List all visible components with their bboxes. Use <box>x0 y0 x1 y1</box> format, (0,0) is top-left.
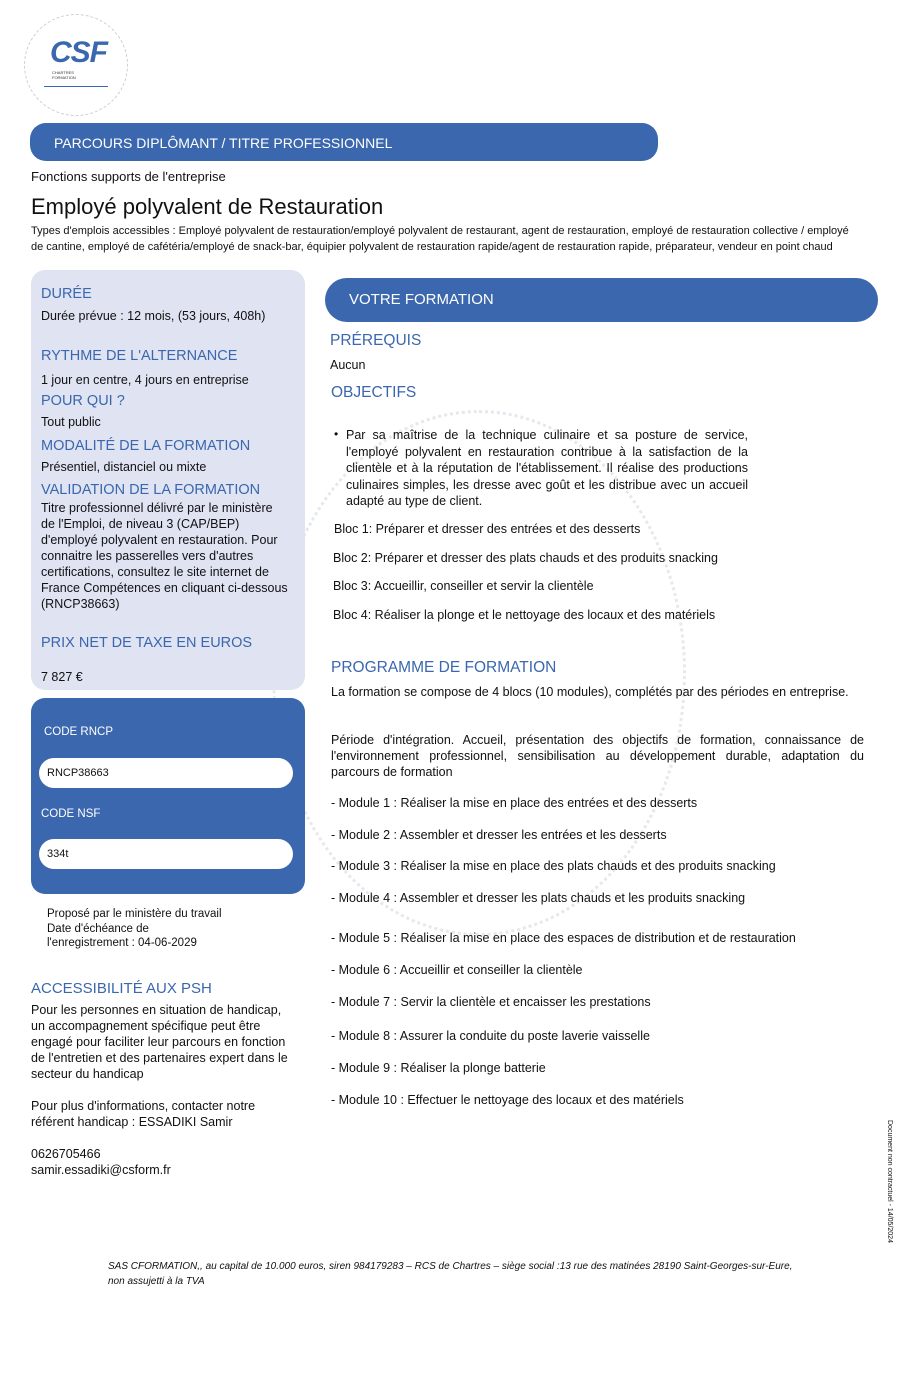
module-item: - Module 1 : Réaliser la mise en place des entrées et des desserts <box>331 796 698 810</box>
prix-text: 7 827 € <box>41 670 83 684</box>
objectif-text: Par sa maîtrise de la technique culinaire et sa posture de service, l'employé polyvalent en restauration contribue à la satisfaction de la clientèle et à la réputation de l'établissement. Il réalise des productions culinaires simples, les dresse avec goût et les distribue avec un accueil adapté au type de client. <box>346 428 748 508</box>
logo-underline <box>44 86 108 87</box>
category-banner <box>30 123 658 161</box>
info-panel <box>31 270 305 690</box>
bullet-icon: • <box>334 427 339 441</box>
logo: CSF <box>50 36 107 69</box>
module-item: - Module 10 : Effectuer le nettoyage des locaux et des matériels <box>331 1093 684 1107</box>
page-subtitle: Fonctions supports de l'entreprise <box>31 169 226 184</box>
formation-header-label: VOTRE FORMATION <box>349 291 494 308</box>
prerequis-heading: PRÉREQUIS <box>330 332 422 349</box>
bloc-item: Bloc 2: Préparer et dresser des plats chauds et des produits snacking <box>333 551 718 565</box>
module-item: - Module 8 : Assurer la conduite du poste laverie vaisselle <box>331 1029 650 1043</box>
propose-note: Proposé par le ministère du travail Date d'échéance de l'enregistrement : 04-06-2029 <box>47 908 222 949</box>
modalite-text: Présentiel, distanciel ou mixte <box>41 460 207 474</box>
rncp-value: RNCP38663 <box>47 767 109 779</box>
module-item: - Module 3 : Réaliser la mise en place des plats chauds et des produits snacking <box>331 859 776 873</box>
validation-text: Titre professionnel délivré par le ministère de l'Emploi, de niveau 3 (CAP/BEP) d'employé polyvalent en restauration. Pour connaitre les passerelles vers d'autres certifications, consultez le site internet de France Compétences en cliquant ci-dessous (RNCP38663) <box>41 501 288 611</box>
module-item: - Module 5 : Réaliser la mise en place des espaces de distribution et de restauration <box>331 931 796 945</box>
prerequis-text: Aucun <box>330 358 366 372</box>
codes-panel <box>31 698 305 894</box>
module-item: - Module 6 : Accueillir et conseiller la clientèle <box>331 963 583 977</box>
module-item: - Module 7 : Servir la clientèle et encaisser les prestations <box>331 995 651 1009</box>
validation-heading: VALIDATION DE LA FORMATION <box>41 482 261 498</box>
integration-text: Période d'intégration. Accueil, présentation des objectifs de formation, connaissance de l'environnement professionnel, sensibilisation au développement durable, adaptation du parcours de formation <box>331 733 864 779</box>
pourqui-text: Tout public <box>41 415 101 429</box>
rncp-label: CODE RNCP <box>44 726 114 738</box>
accessibility-text: Pour les personnes en situation de handicap, un accompagnement spécifique peut être engagé pour faciliter leur parcours en fonction de l'entretien et des partenaires expert dans le secteur du handicap Pour plus d'informations, contacter notre référent handicap : ESSADIKI Samir 0626705466 samir.essadiki@csform.fr <box>31 1002 296 1178</box>
nsf-label: CODE NSF <box>41 808 101 820</box>
bloc-item: Bloc 1: Préparer et dresser des entrées et des desserts <box>334 522 641 536</box>
job-types: Types d'emplois accessibles : Employé polyvalent de restauration/employé polyvalent de restaurant, agent de restauration, employé de restauration collective / employé de cantine, employé de cafétéria/employé de snack-bar, équipier polyvalent de restauration rapide/agent de restauration rapide, préparateur, vendeur en point chaud <box>31 225 849 253</box>
rythme-text: 1 jour en centre, 4 jours en entreprise <box>41 373 249 387</box>
formation-header <box>325 278 878 322</box>
nsf-field <box>39 839 293 869</box>
bloc-item: Bloc 3: Accueillir, conseiller et servir la clientèle <box>333 579 594 593</box>
nsf-value: 334t <box>47 848 69 860</box>
vertical-note: Document non contractuel - 14/05/2024 <box>886 1120 893 1243</box>
programme-heading: PROGRAMME DE FORMATION <box>331 659 557 676</box>
logo-subtext: CHARTRES FORMATION <box>52 70 76 80</box>
banner-label: PARCOURS DIPLÔMANT / TITRE PROFESSIONNEL <box>54 135 393 151</box>
programme-intro: La formation se compose de 4 blocs (10 modules), complétés par des périodes en entreprise. <box>331 685 849 699</box>
prix-heading: PRIX NET DE TAXE EN EUROS <box>41 635 253 651</box>
module-item: - Module 9 : Réaliser la plonge batterie <box>331 1061 546 1075</box>
modalite-heading: MODALITÉ DE LA FORMATION <box>41 438 251 454</box>
duree-heading: DURÉE <box>41 286 92 302</box>
contact-email[interactable]: samir.essadiki@csform.fr <box>31 1163 171 1177</box>
page-title: Employé polyvalent de Restauration <box>31 194 384 219</box>
rncp-field <box>39 758 293 788</box>
bloc-item: Bloc 4: Réaliser la plonge et le nettoyage des locaux et des matériels <box>333 608 716 622</box>
legal-footer: SAS CFORMATION,, au capital de 10.000 euros, siren 984179283 – RCS de Chartres – siège social :13 rue des matinées 28190 Saint-Georges-sur-Eure, non assujetti à la TVA <box>108 1261 793 1287</box>
module-item: - Module 4 : Assembler et dresser les plats chauds et les produits snacking <box>331 891 746 905</box>
pourqui-heading: POUR QUI ? <box>41 393 125 409</box>
rythme-heading: RYTHME DE L'ALTERNANCE <box>41 348 238 364</box>
module-item: - Module 2 : Assembler et dresser les entrées et les desserts <box>331 828 667 842</box>
duree-text: Durée prévue : 12 mois, (53 jours, 408h) <box>41 309 266 323</box>
objectifs-heading: OBJECTIFS <box>331 384 417 401</box>
contact-phone: 0626705466 <box>31 1147 101 1161</box>
accessibility-heading: ACCESSIBILITÉ AUX PSH <box>31 980 212 997</box>
